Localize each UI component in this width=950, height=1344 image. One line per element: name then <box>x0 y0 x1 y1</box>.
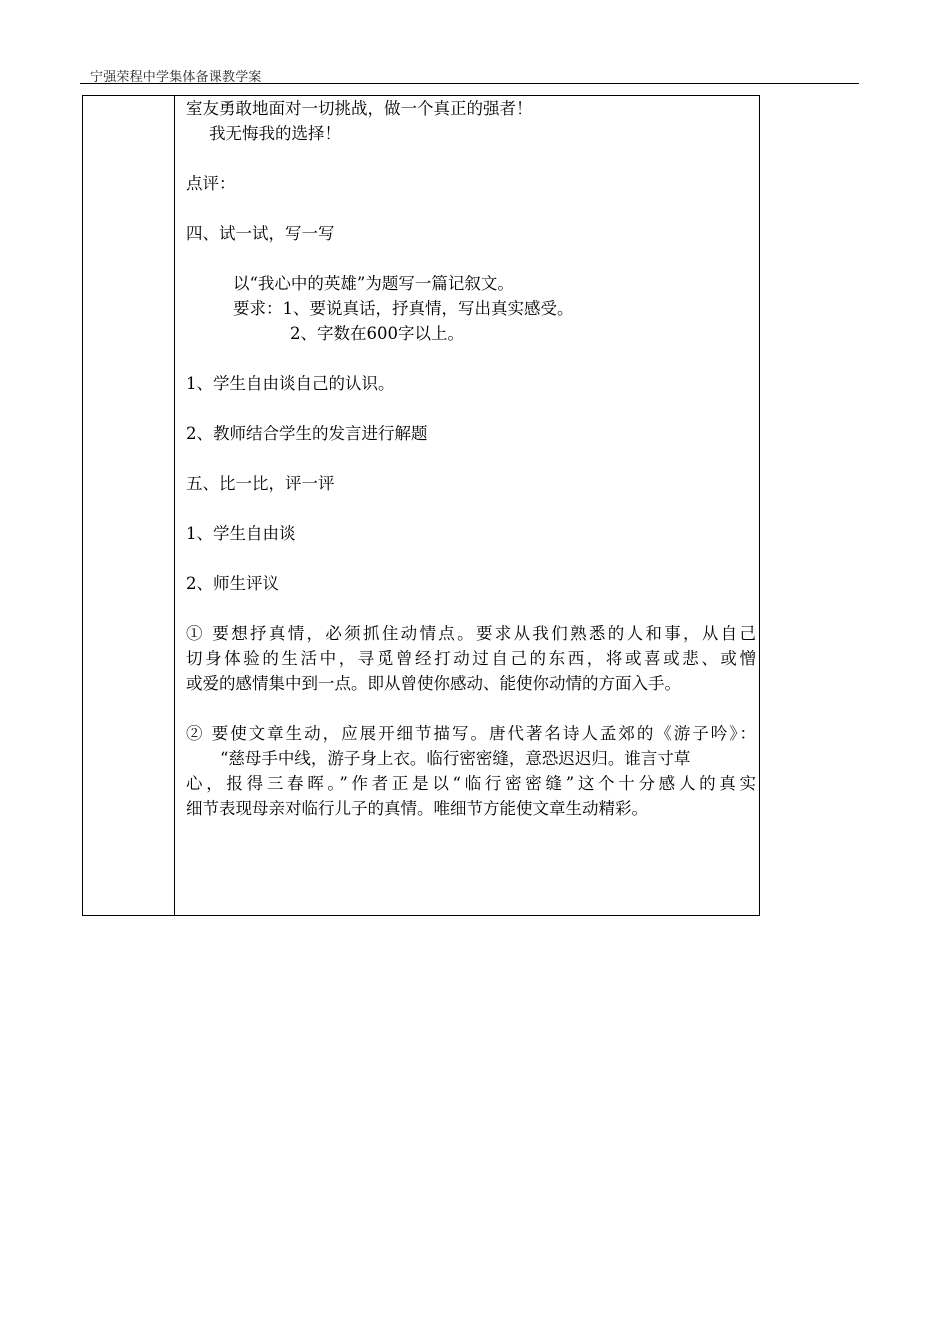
text-line: 我无悔我的选择！ <box>209 124 341 143</box>
lesson-table <box>82 95 760 916</box>
column-divider <box>174 96 175 915</box>
point-2-line: ② 要使文章生动，应展开细节描写。唐代著名诗人孟郊的《游子吟》： <box>186 724 756 743</box>
step-2: 2、教师结合学生的发言进行解题 <box>186 424 428 443</box>
lesson-content-cell <box>186 96 756 821</box>
header-rule <box>80 83 859 84</box>
point-1-line: ① 要想抒真情，必须抓住动情点。要求从我们熟悉的人和事，从自己 <box>186 624 756 643</box>
point-1-line: 或爱的感情集中到一点。即从曾使你感动、能使你动情的方面入手。 <box>186 674 681 693</box>
requirement-2: 2、字数在600字以上。 <box>290 324 464 343</box>
point-1-line: 切身体验的生活中，寻觅曾经打动过自己的东西，将或喜或悲、或憎 <box>186 649 756 668</box>
point-2-line: 细节表现母亲对临行儿子的真情。唯细节方能使文章生动精彩。 <box>186 799 648 818</box>
comment-label: 点评： <box>186 174 236 193</box>
step-1: 1、学生自由谈自己的认识。 <box>186 374 395 393</box>
section-5-step-2: 2、师生评议 <box>186 574 279 593</box>
point-2-line: “慈母手中线，游子身上衣。临行密密缝，意恐迟迟归。谁言寸草 <box>220 749 691 768</box>
page-header-title: 宁强荣程中学集体备课教学案 <box>90 70 262 85</box>
section-5-title: 五、比一比，评一评 <box>186 474 335 493</box>
writing-task: 以“我心中的英雄”为题写一篇记叙文。 <box>233 274 514 293</box>
section-4-title: 四、试一试，写一写 <box>186 224 335 243</box>
point-2-line: 心，报得三春晖。”作者正是以“临行密密缝”这个十分感人的真实 <box>186 774 756 793</box>
requirement-1: 要求：1、要说真话，抒真情，写出真实感受。 <box>233 299 574 318</box>
section-5-step-1: 1、学生自由谈 <box>186 524 296 543</box>
text-line: 室友勇敢地面对一切挑战，做一个真正的强者！ <box>186 99 533 118</box>
